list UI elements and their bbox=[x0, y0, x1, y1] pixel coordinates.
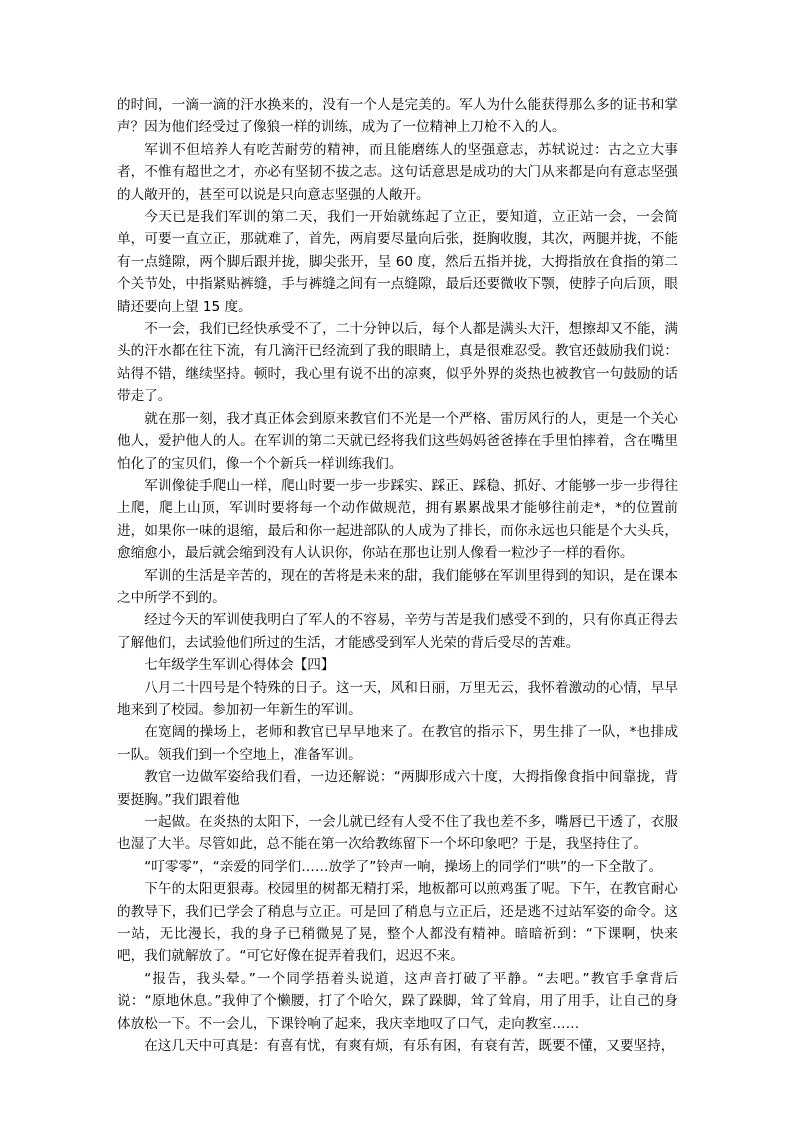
paragraph: 今天已是我们军训的第二天，我们一开始就练起了立正，要知道，立正站一会，一会简单，可要一直立正，那就难了，首先，两肩要尽量向后张，挺胸收腹，其次，两腿并拢，不能有一点缝隙，两个脚后跟并拢，脚尖张开，呈 60 度，然后五指并拢，大拇指放在食指的第二个关节处，中指紧贴裤缝，手与裤缝之间有一点缝隙，最后还要微收下颚，使脖子向后顶，眼睛还要向上望 15 度。 bbox=[117, 209, 678, 315]
paragraph: 教官一边做军姿给我们看，一边还解说：“两脚形成六十度，大拇指像食指中间靠拢，背要挺胸。”我们跟着他 bbox=[117, 769, 678, 808]
document-body bbox=[117, 94, 678, 1057]
paragraph: “报告，我头晕。”一个同学捂着头说道，这声音打破了平静。“去吧。”教官手拿背后说：“原地休息。”我伸了个懒腰，打了个哈欠，跺了跺脚，耸了耸肩，用了用手，让自己的身体放松一下。不一会儿，下课铃响了起来，我庆幸地叹了口气，走向教室…… bbox=[117, 970, 678, 1032]
paragraph: 一起做。在炎热的太阳下，一会儿就已经有人受不住了我也差不多，嘴唇已干透了，衣服也湿了大半。尽管如此，总不能在第一次给教练留下一个坏印象吧？于是，我坚持住了。 bbox=[117, 814, 678, 853]
paragraph: “叮零零”，“亲爱的同学们……放学了”铃声一响，操场上的同学们“哄”的一下全散了。 bbox=[144, 858, 663, 875]
paragraph: 军训像徒手爬山一样，爬山时要一步一步踩实、踩正、踩稳、抓好、才能够一步一步得往上爬，爬上山顶，军训时要将每一个动作做规范，拥有累累战果才能够往前走*，*的位置前进，如果你一味的退缩，最后和你一起进部队的人成为了排长，而你永远也只能是个大头兵，愈缩愈小，最后就会缩到没有人认识你，你站在那也让别人像看一粒沙子一样的看你。 bbox=[117, 477, 678, 562]
paragraph: 的时间，一滴一滴的汗水换来的，没有一个人是完美的。军人为什么能获得那么多的证书和掌声？因为他们经受过了像狼一样的训练，成为了一位精神上刀枪不入的人。 bbox=[117, 97, 678, 136]
paragraph: 八月二十四号是个特殊的日子。这一天，风和日丽，万里无云，我怀着激动的心情，早早地来到了校园。参加初一年新生的军训。 bbox=[117, 679, 678, 718]
paragraph: 军训的生活是辛苦的，现在的苦将是未来的甜，我们能够在军训里得到的知识，是在课本之中所学不到的。 bbox=[117, 567, 678, 606]
paragraph: 就在那一刻，我才真正体会到原来教官们不光是一个严格、雷厉风行的人，更是一个关心他人，爱护他人的人。在军训的第二天就已经将我们这些妈妈爸爸捧在手里怕摔着，含在嘴里怕化了的宝贝们，像一个个新兵一样训练我们。 bbox=[117, 410, 678, 472]
section-heading: 七年级学生军训心得体会【四】 bbox=[144, 657, 335, 674]
paragraph: 军训不但培养人有吃苦耐劳的精神，而且能磨练人的坚强意志，苏轼说过：古之立大事者，不惟有超世之才，亦必有坚韧不拔之志。这句话意思是成功的大门从来都是向有意志坚强的人敞开的，甚至可以说是只向意志坚强的人敞开。 bbox=[117, 141, 678, 203]
paragraph: 在这几天中可真是：有喜有忧，有爽有烦，有乐有困，有衰有苦，既要不懂，又要坚持， bbox=[144, 1038, 675, 1055]
paragraph: 下午的太阳更狠毒。校园里的树都无精打采，地板都可以煎鸡蛋了呢。下午，在教官耐心的教导下，我们已学会了稍息与立正。可是回了稍息与立正后，还是逃不过站军姿的命令。这一站，无比漫长，我的身子已稍微晃了晃，整个人都没有精神。暗暗祈到：“下课啊，快来吧，我们就解放了。“可它好像在捉弄着我们，迟迟不来。 bbox=[117, 881, 678, 965]
paragraph: 经过今天的军训使我明白了军人的不容易，辛劳与苦是我们感受不到的，只有你真正得去了解他们，去试验他们所过的生活，才能感受到军人光荣的背后受尽的苦难。 bbox=[117, 612, 678, 651]
paragraph: 不一会，我们已经快承受不了，二十分钟以后，每个人都是满头大汗，想擦却又不能，满头的汗水都在往下流，有几滴汗已经流到了我的眼睛上，真是很难忍受。教官还鼓励我们说：站得不错，继续坚持。顿时，我心里有说不出的凉爽，似乎外界的炎热也被教官一句鼓励的话带走了。 bbox=[117, 321, 678, 405]
paragraph: 在宽阔的操场上，老师和教官已早早地来了。在教官的指示下，男生排了一队，*也排成一队。领我们到一个空地上，准备军训。 bbox=[117, 724, 678, 763]
